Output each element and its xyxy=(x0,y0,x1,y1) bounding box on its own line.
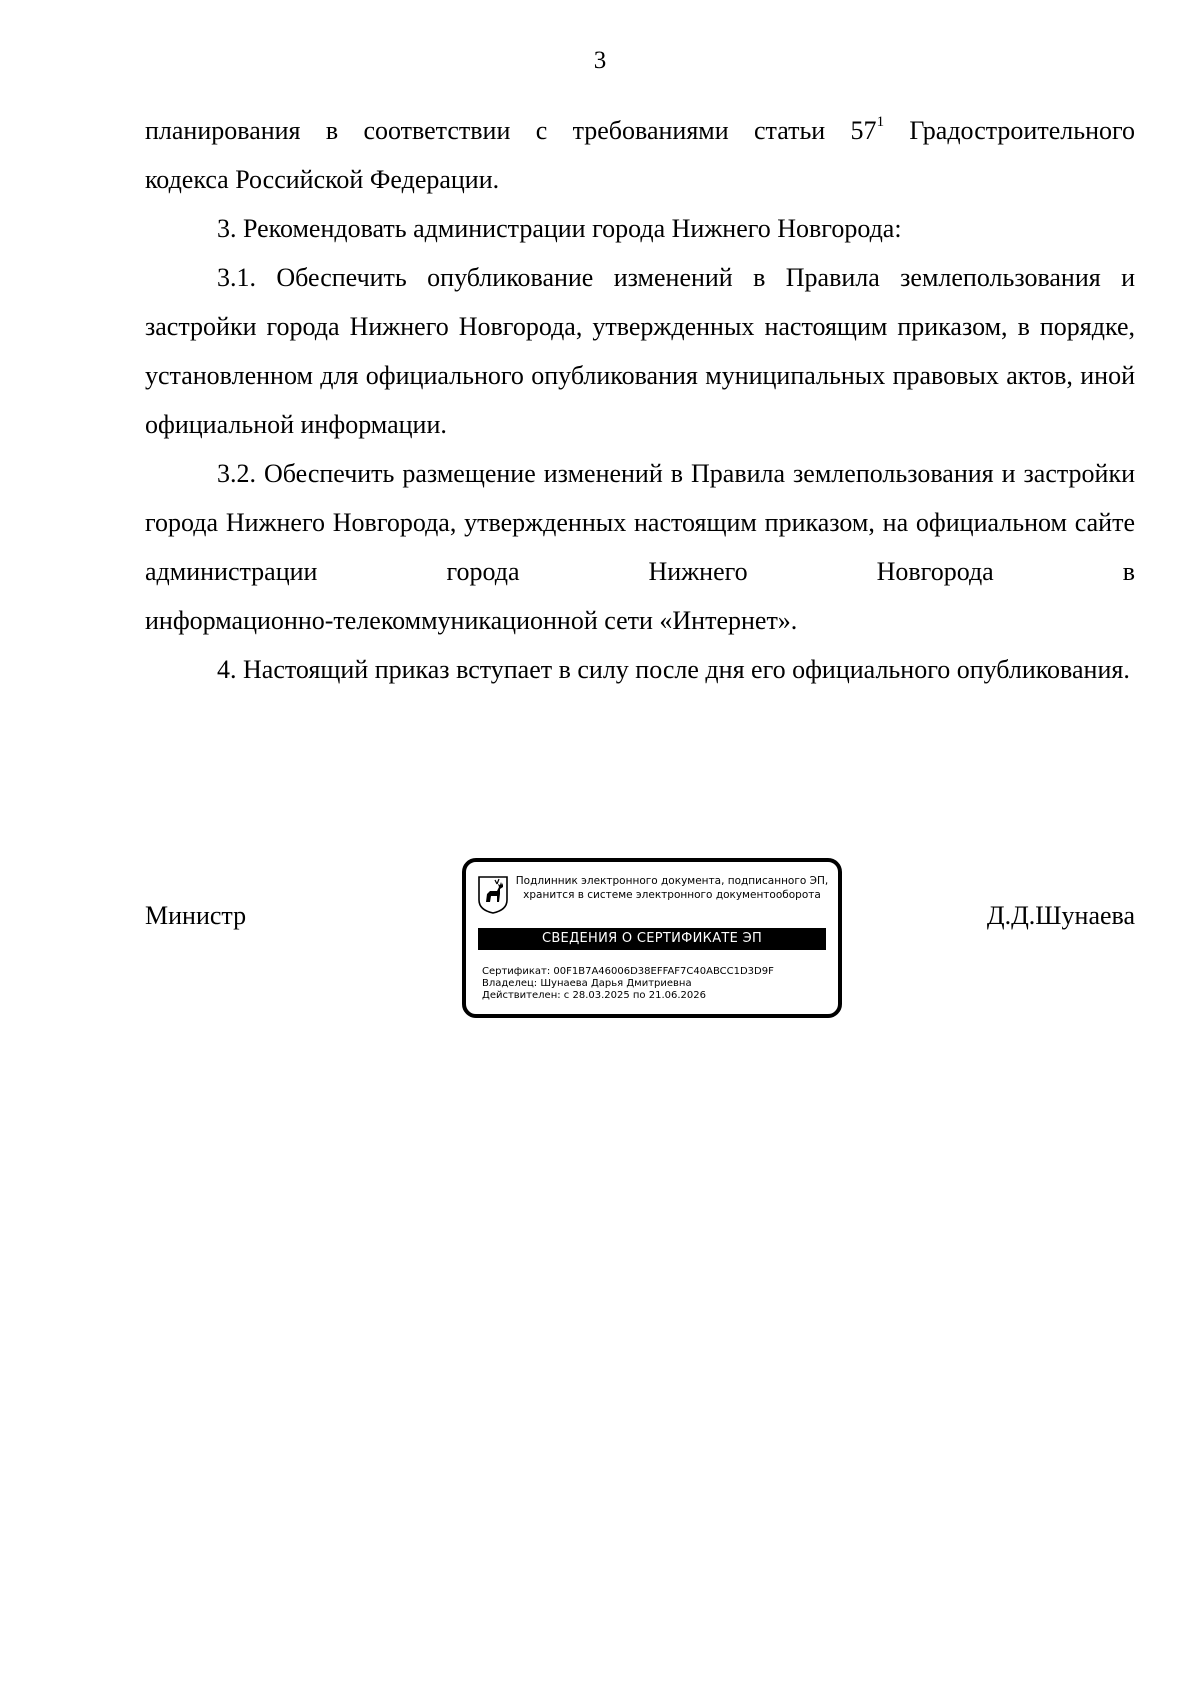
stamp-note-line: хранится в системе электронного документооборота xyxy=(523,889,821,901)
paragraph-item-4: 4. Настоящий приказ вступает в силу после дня его официального опубликования. xyxy=(217,655,1130,684)
paragraph-item-3: 3. Рекомендовать администрации города Нижнего Новгорода: xyxy=(217,214,902,243)
document-body xyxy=(145,106,1135,694)
signer-name: Д.Д.Шунаева xyxy=(986,901,1135,930)
paragraph-item-3-1: 3.1. Обеспечить опубликование изменений в Правила землепользования и застройки города Нижнего Новгорода, утвержденных настоящим приказом, в порядке, установленном для официального опубликования муниципальных правовых актов, иной официальной информации. xyxy=(145,263,1135,439)
certificate-validity: Действителен: с 28.03.2025 по 21.06.2026 xyxy=(482,990,706,1001)
paragraph-text: Градостроительного xyxy=(884,116,1136,145)
page-number: 3 xyxy=(593,47,607,74)
paragraph-text: планирования в соответствии с требованиями статьи 57 xyxy=(145,116,877,145)
certificate-header: СВЕДЕНИЯ О СЕРТИФИКАТЕ ЭП xyxy=(478,928,826,950)
certificate-owner: Владелец: Шунаева Дарья Дмитриевна xyxy=(482,978,692,989)
paragraph-continuation xyxy=(145,106,1135,155)
certificate-details xyxy=(482,966,822,1002)
paragraph-continuation-end: кодекса Российской Федерации. xyxy=(145,165,500,194)
electronic-signature-stamp xyxy=(462,858,842,1018)
signer-position: Министр xyxy=(145,901,247,930)
stamp-note xyxy=(514,874,830,902)
deer-emblem-icon xyxy=(478,876,508,914)
paragraph-item-3-2: 3.2. Обеспечить размещение изменений в Правила землепользования и застройки города Нижнего Новгорода, утвержденных настоящим приказом, на официальном сайте администрации города Нижнего Новгорода в xyxy=(145,459,1135,586)
certificate-number: Сертификат: 00F1B7A46006D38EFFAF7C40ABCC1D3D9F xyxy=(482,966,774,977)
article-superscript: 1 xyxy=(876,114,885,131)
paragraph-item-3-2-end: информационно-телекоммуникационной сети «Интернет». xyxy=(145,606,798,635)
stamp-note-line: Подлинник электронного документа, подписанного ЭП, xyxy=(515,875,829,887)
